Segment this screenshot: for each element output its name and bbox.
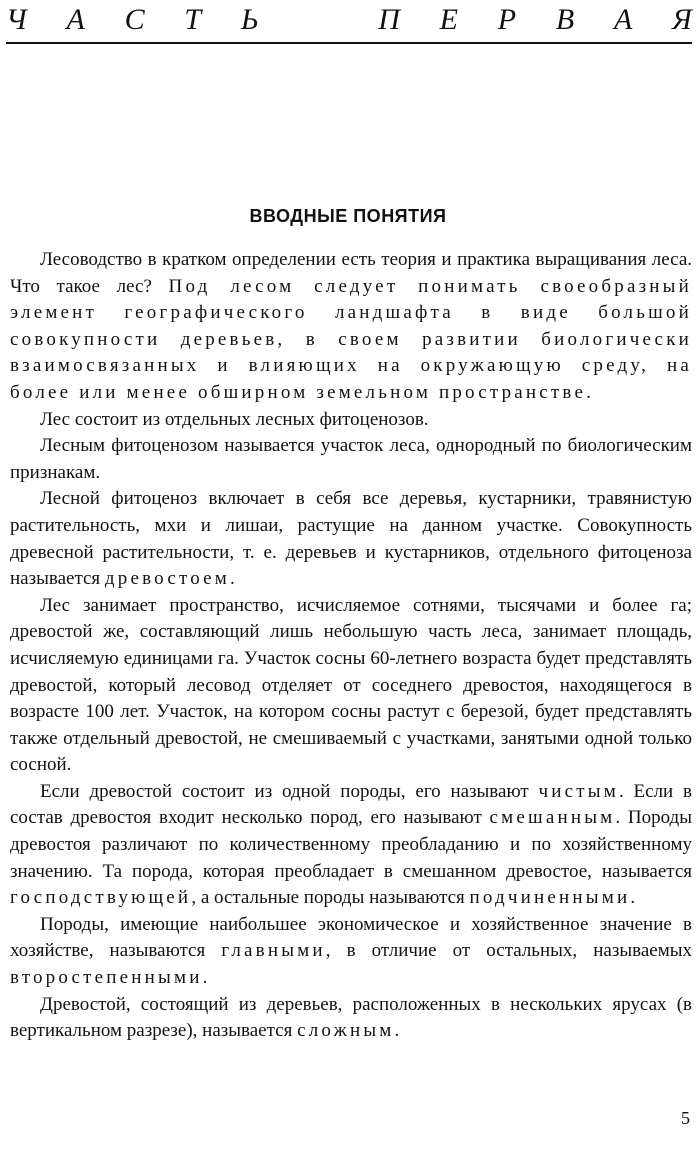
spaced-emphasis: чистым [538,780,619,802]
paragraph [10,992,692,1045]
paragraph-text: , в отличие от остальных, называемых [325,940,692,962]
body-text [10,247,692,1045]
paragraph [10,247,692,407]
paragraph-text: . [394,1020,400,1042]
paragraph-text: . [230,568,235,590]
spaced-emphasis: древостоем [104,568,231,590]
spaced-emphasis: господствующей [10,887,192,909]
paragraph-text: Лес занимает пространство, исчисляемое сотнями, тысячами и более га; древостой же, составляющий лишь небольшую часть леса, занимает площадь, исчисляемую единицами га. Участок сосны 60-летнего возраста будет представлять древостой, который лесовод отделяет от соседнего древостоя, находящегося в возрасте 100 лет. Участок, на котором сосны растут с березой, будет представлять также отдельный древостой, не смешиваемый с участками, занятыми одной только сосной. [10,594,692,776]
paragraph-text: . Если в состав древостоя входит несколько пород, его называют [10,780,692,829]
paragraph-text: Если древостой состоит из одной породы, его называют [40,780,539,802]
paragraph-text: Лесным фитоценозом называется участок леса, однородный по биологическим признакам. [10,435,692,483]
paragraph [10,433,692,486]
spaced-emphasis: сложным [297,1020,395,1042]
paragraph [10,593,692,779]
running-head-letter: Ь [240,3,259,36]
paragraph-text: Породы, имеющие наибольшее экономическое и хозяйственное значение в хозяйстве, называются [10,913,692,962]
running-head-letter: А [614,3,633,36]
paragraph [10,779,692,912]
running-head-word-gap [298,2,338,38]
running-head-letter: Е [439,3,458,36]
spaced-emphasis: подчиненными [469,887,631,909]
paragraph [10,486,692,592]
paragraph-text: Лес состоит из отдельных лесных фитоценозов. [40,408,429,430]
running-head-letter: С [124,3,145,36]
running-head-letter: Ч [6,3,27,36]
running-head-letter: П [378,3,400,36]
spaced-emphasis: смешанным [489,807,616,829]
spaced-emphasis: второстепенными [10,967,203,989]
running-head-letter: Я [672,3,692,36]
running-head-letter: Т [184,3,202,36]
paragraph-text: . [630,887,636,909]
paragraph-text: Древостой, состоящий из деревьев, расположенных в нескольких ярусах (в вертикальном разрезе), называется [10,993,692,1042]
paragraph-text: Лесной фитоценоз включает в себя все деревья, кустарники, травянистую растительность, мхи и лишаи, растущие на данном участке. Совокупность древесной растительности, т. е. деревьев и кустарников, отдельного фитоценоза называется [10,488,692,590]
paragraph [10,407,692,434]
paragraph [10,912,692,992]
paragraph-text: . Породы древостоя различают по количественному преобладанию и по хозяйственному значению. Та порода, которая преобладает в смешанном древостое, называется [10,807,692,882]
paragraph-text: . [202,967,208,989]
header-rule [6,42,692,44]
paragraph-text: Лесоводство в кратком определении есть теория и практика выращивания леса. Что такое лес? [10,249,692,297]
section-title: ВВОДНЫЕ ПОНЯТИЯ [249,206,447,226]
page-number: 5 [681,1108,690,1128]
running-head-letter: Р [497,3,517,36]
running-head-letter: В [555,3,575,36]
running-head-letter: А [66,3,85,36]
running-head [6,2,692,38]
spaced-emphasis: Под лесом следует понимать своеобразный элемент географического ландшафта в виде большой совокупности деревьев, в своем развитии биологически взаимосвязанных и влияющих на окружающую среду, на более или менее обширном земельном пространстве. [10,275,692,403]
paragraph-text: , а остальные породы называются [191,887,470,909]
spaced-emphasis: главными [221,940,326,962]
